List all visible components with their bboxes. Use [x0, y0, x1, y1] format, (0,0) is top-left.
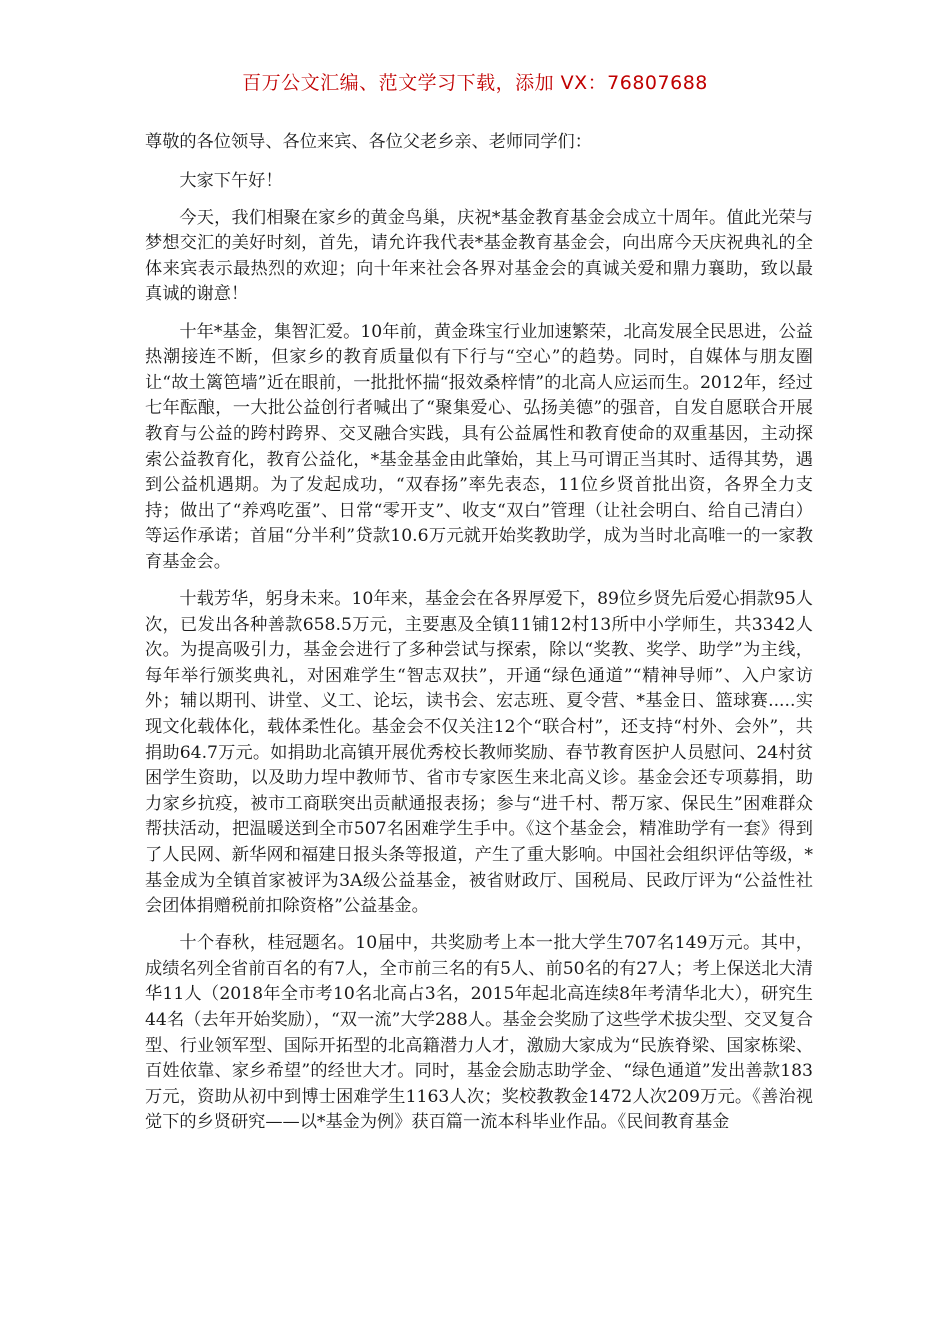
paragraph-scholarships: 十个春秋，桂冠题名。10届中，共奖励考上本一批大学生707名149万元。其中，成绩名列全省前百名的有7人，全市前三名的有5人、前50名的有27人；考上保送北大清华11人（2018年全市考10名北高占3名，2015年起北高连续8年考清华北大），研究生44名（去年开始奖励），“双一流”大学288人。基金会奖励了这些学术拔尖型、交叉复合型、行业领军型、国际开拓型的北高籍潜力人才，激励大家成为“民族脊梁、国家栋梁、百姓依靠、家乡希望”的经世大才。同时，基金会励志助学金、“绿色通道”发出善款183万元，资助从初中到博士困难学生1163人次；奖校教教金1472人次209万元。《善治视觉下的乡贤研究——以*基金为例》获百篇一流本科毕业作品。《民间教育基金 — [145, 933, 813, 1133]
watermark-banner: 百万公文汇编、范文学习下载，添加 VX：76807688 — [242, 72, 708, 94]
paragraph-welcome: 今天，我们相聚在家乡的黄金鸟巢，庆祝*基金教育基金会成立十周年。值此光荣与梦想交汇的美好时刻，首先，请允许我代表*基金教育基金会，向出席今天庆祝典礼的全体来宾表示最热烈的欢迎；向十年来社会各界对基金会的真诚关爱和鼎力襄助，致以最真诚的谢意！ — [145, 207, 813, 305]
document-body — [145, 130, 813, 1147]
salutation: 尊敬的各位领导、各位来宾、各位父老乡亲、老师同学们： — [145, 132, 592, 152]
paragraph-ten-years-origin: 十年*基金，集智汇爱。10年前，黄金珠宝行业加速繁荣，北高发展全民思进，公益热潮接连不断，但家乡的教育质量似有下行与“空心”的趋势。同时，自媒体与朋友圈让“故土篱笆墙”近在眼前，一批批怀揣“报效桑梓情”的北高人应运而生。2012年，经过七年酝酿，一大批公益创行者喊出了“聚集爱心、弘扬美德”的强音，自发自愿联合开展教育与公益的跨村跨界、交叉融合实践，具有公益属性和教育使命的双重基因，主动探索公益教育化，教育公益化，*基金基金由此肇始，其上马可谓正当其时、适得其势，遇到公益机遇期。为了发起成功，“双春扬”率先表态，11位乡贤首批出资，各界全力支持；做出了“养鸡吃蛋”、日常“零开支”、收支“双白”管理（让社会明白、给自己清白）等运作承诺；首届“分半利”贷款10.6万元就开始奖教助学，成为当时北高唯一的一家教育基金会。 — [145, 321, 813, 572]
paragraph-achievements: 十载芳华，躬身未来。10年来，基金会在各界厚爱下，89位乡贤先后爱心捐款95人次，已发出各种善款658.5万元，主要惠及全镇11铺12村13所中小学师生，共3342人次。为提高吸引力，基金会进行了多种尝试与探索，除以“奖教、奖学、助学”为主线，每年举行颁奖典礼，对困难学生“智志双扶”，开通“绿色通道”“精神导师”、入户家访外；辅以期刊、讲堂、义工、论坛，读书会、宏志班、夏令营、*基金日、篮球赛.....实现文化载体化，载体柔性化。基金会不仅关注12个“联合村”，还支持“村外、会外”，共捐助64.7万元。如捐助北高镇开展优秀校长教师奖励、春节教育医护人员慰问、24村贫困学生资助，以及助力埕中教师节、省市专家医生来北高义诊。基金会还专项募捐，助力家乡抗疫，被市工商联突出贡献通报表扬；参与“进千村、帮万家、保民生”困难群众帮扶活动，把温暖送到全市507名困难学生手中。《这个基金会，精准助学有一套》得到了人民网、新华网和福建日报头条等报道，产生了重大影响。中国社会组织评估等级，*基金成为全镇首家被评为3A级公益基金，被省财政厅、国税局、民政厅评为“公益性社会团体捐赠税前扣除资格”公益基金。 — [145, 589, 813, 917]
greeting: 大家下午好！ — [179, 170, 283, 191]
